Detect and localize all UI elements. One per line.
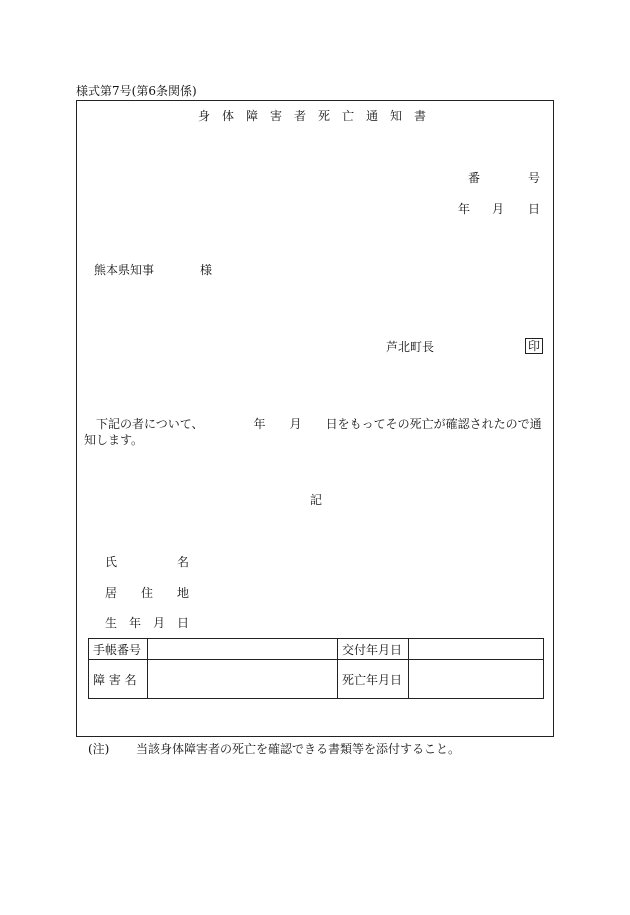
note-text: 当該身体障害者の死亡を確認できる書類等を添付すること。 <box>136 742 461 756</box>
document-title: 身体障害者死亡通知書 <box>198 109 439 123</box>
body-part1: 下記の者について、 <box>96 417 204 431</box>
field-birth-c: 月 <box>153 616 166 630</box>
sender-name: 芦北町長 <box>386 340 435 354</box>
death-date-cell <box>409 660 544 699</box>
disability-name-cell <box>148 660 338 699</box>
ki-heading: 記 <box>310 493 323 507</box>
disability-name-label: 障 害 名 <box>89 660 148 699</box>
number-label-a: 番 <box>468 171 481 185</box>
date-year-label: 年 <box>458 202 471 216</box>
date-day-label: 日 <box>528 202 541 216</box>
body-year: 年 <box>253 417 266 431</box>
info-table <box>88 638 544 699</box>
body-part2: 日をもってその死亡が確認されたので通知します。 <box>84 417 542 447</box>
note-marker: (注) <box>88 742 110 756</box>
field-birth-d: 日 <box>177 616 190 630</box>
field-birth-a: 生 <box>105 616 118 630</box>
field-name-a: 氏 <box>105 555 118 569</box>
addressee-name: 熊本県知事 <box>94 263 155 277</box>
seal-mark <box>525 338 543 354</box>
issue-date-cell <box>409 639 544 660</box>
handbook-number-label: 手帳番号 <box>89 639 148 660</box>
field-address-b: 住 <box>141 586 154 600</box>
death-date-label: 死亡年月日 <box>338 660 409 699</box>
number-label-b: 号 <box>528 171 541 185</box>
form-number: 様式第7号(第6条関係) <box>76 84 197 98</box>
handbook-number-cell <box>148 639 338 660</box>
field-name-b: 名 <box>177 555 190 569</box>
table-row <box>89 639 544 660</box>
date-month-label: 月 <box>492 202 505 216</box>
table-row <box>89 660 544 699</box>
notice-body <box>84 416 550 448</box>
field-address-c: 地 <box>177 586 190 600</box>
addressee-honorific: 様 <box>200 263 213 277</box>
field-birth-b: 年 <box>129 616 142 630</box>
body-month: 月 <box>289 417 302 431</box>
issue-date-label: 交付年月日 <box>338 639 409 660</box>
seal-mark-text: 印 <box>525 338 543 354</box>
field-address-a: 居 <box>105 586 118 600</box>
